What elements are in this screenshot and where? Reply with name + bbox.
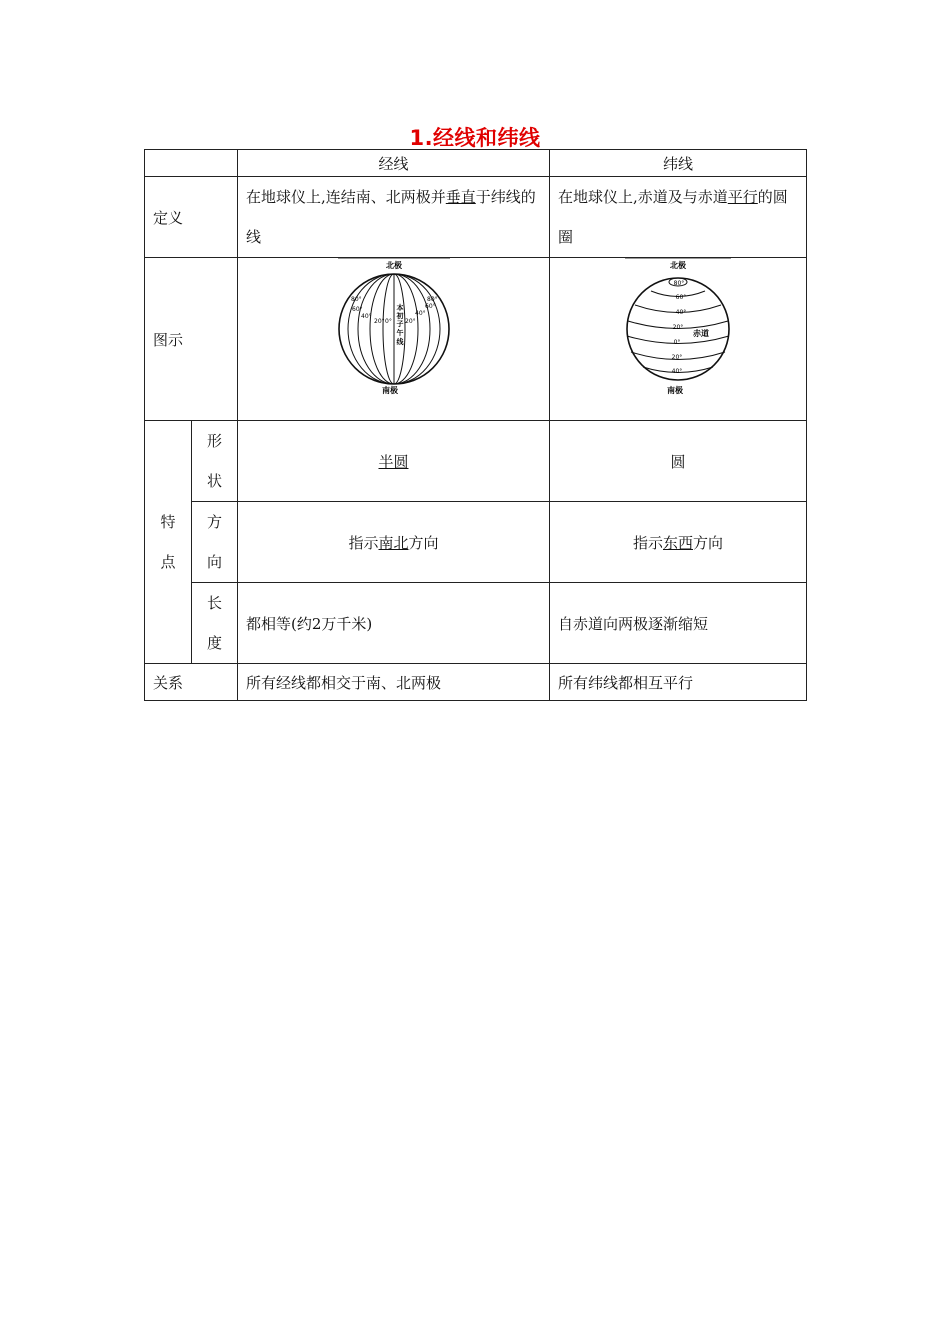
definition-jing-text-post: 于纬线的线: [246, 188, 536, 246]
length-label-char-2: 度: [206, 634, 222, 652]
features-label: [145, 421, 192, 664]
diagram-label: 图示: [145, 258, 238, 421]
parallel-diagram-cell: [550, 258, 807, 421]
corner-cell: [145, 150, 238, 177]
prime-meridian-char: 本: [396, 304, 403, 312]
latitude-label: 0°: [673, 339, 681, 346]
length-row: [145, 583, 807, 664]
meridian-deg-60-west: 60°: [351, 306, 363, 313]
relation-label: 关系: [145, 664, 238, 701]
header-wei: 纬线: [550, 150, 807, 177]
shape-label-char-1: 形: [206, 432, 222, 450]
meridian-deg-80-west: 80°: [350, 296, 362, 303]
prime-meridian-char: 线: [396, 338, 403, 346]
definition-wei: [550, 177, 807, 258]
latitude-label: 60°: [675, 294, 687, 301]
latitude-label: 20°: [671, 354, 683, 361]
meridian-diagram-cell: [238, 258, 550, 421]
features-label-char-1: 特: [160, 513, 176, 531]
meridian-deg-0: 0°: [384, 318, 392, 325]
definition-jing: [238, 177, 550, 258]
direction-jing-pre: 指示: [348, 533, 379, 552]
shape-jing: [238, 421, 550, 502]
direction-wei-underlined: 东西: [662, 533, 693, 552]
latitude-label: 40°: [675, 309, 687, 316]
diagram-row: [145, 258, 807, 421]
meridian-deg-40-west: 40°: [360, 313, 372, 320]
direction-jing-post: 方向: [408, 533, 439, 552]
definition-label: 定义: [145, 177, 238, 258]
direction-jing: [238, 502, 550, 583]
page-title: 1.经线和纬线: [409, 126, 541, 150]
meridian-deg-20-west: 20°: [373, 318, 385, 325]
parallel-globe-diagram: [625, 258, 731, 398]
meridian-deg-20-east: 20°: [404, 318, 416, 325]
parallel-south-label: 南极: [667, 386, 683, 395]
relation-wei: 所有纬线都相互平行: [550, 664, 807, 701]
definition-jing-underlined: 垂直: [445, 188, 476, 206]
prime-meridian-char: 初: [396, 312, 403, 320]
meridian-south-label: 南极: [381, 386, 398, 395]
direction-wei: [550, 502, 807, 583]
features-label-char-2: 点: [160, 553, 176, 571]
definition-jing-text-pre: 在地球仪上,连结南、北两极并: [246, 188, 446, 206]
header-jing: 经线: [238, 150, 550, 177]
direction-wei-pre: 指示: [632, 533, 663, 552]
meridian-deg-60-east: 60°: [424, 303, 436, 310]
shape-wei: [550, 421, 807, 502]
direction-label-char-1: 方: [206, 513, 222, 531]
direction-row: [145, 502, 807, 583]
latitude-label: 80°: [673, 280, 685, 287]
shape-jing-text: 半圆: [378, 452, 409, 471]
length-jing: 都相等(约2万千米): [238, 583, 550, 664]
length-label: [192, 583, 238, 664]
prime-meridian-char: 午: [396, 329, 403, 337]
header-row: [145, 150, 807, 177]
length-wei: 自赤道向两极逐渐缩短: [550, 583, 807, 664]
shape-row: [145, 421, 807, 502]
latitude-label: 40°: [671, 368, 683, 375]
meridian-deg-40-east: 40°: [414, 310, 426, 317]
comparison-table: [144, 149, 807, 701]
relation-row: [145, 664, 807, 701]
direction-wei-post: 方向: [693, 533, 724, 552]
shape-label: [192, 421, 238, 502]
relation-jing: 所有经线都相交于南、北两极: [238, 664, 550, 701]
definition-wei-text-post: 的圆圈: [558, 188, 788, 246]
equator-label: 赤道: [693, 329, 709, 338]
definition-wei-text-pre: 在地球仪上,赤道及与赤道: [558, 188, 728, 206]
shape-label-char-2: 状: [206, 472, 222, 490]
definition-row: [145, 177, 807, 258]
shape-wei-text: 圆: [670, 452, 686, 471]
meridian-globe-diagram: [338, 258, 450, 398]
latitude-label: 20°: [672, 324, 684, 331]
length-label-char-1: 长: [206, 594, 222, 612]
direction-label: [192, 502, 238, 583]
meridian-deg-80-east: 80°: [426, 296, 438, 303]
meridian-north-label: 北极: [385, 261, 402, 270]
direction-jing-underlined: 南北: [378, 533, 409, 552]
direction-label-char-2: 向: [206, 553, 222, 571]
definition-wei-underlined: 平行: [727, 188, 758, 206]
parallel-north-label: 北极: [670, 261, 686, 270]
prime-meridian-char: 子: [396, 320, 403, 328]
